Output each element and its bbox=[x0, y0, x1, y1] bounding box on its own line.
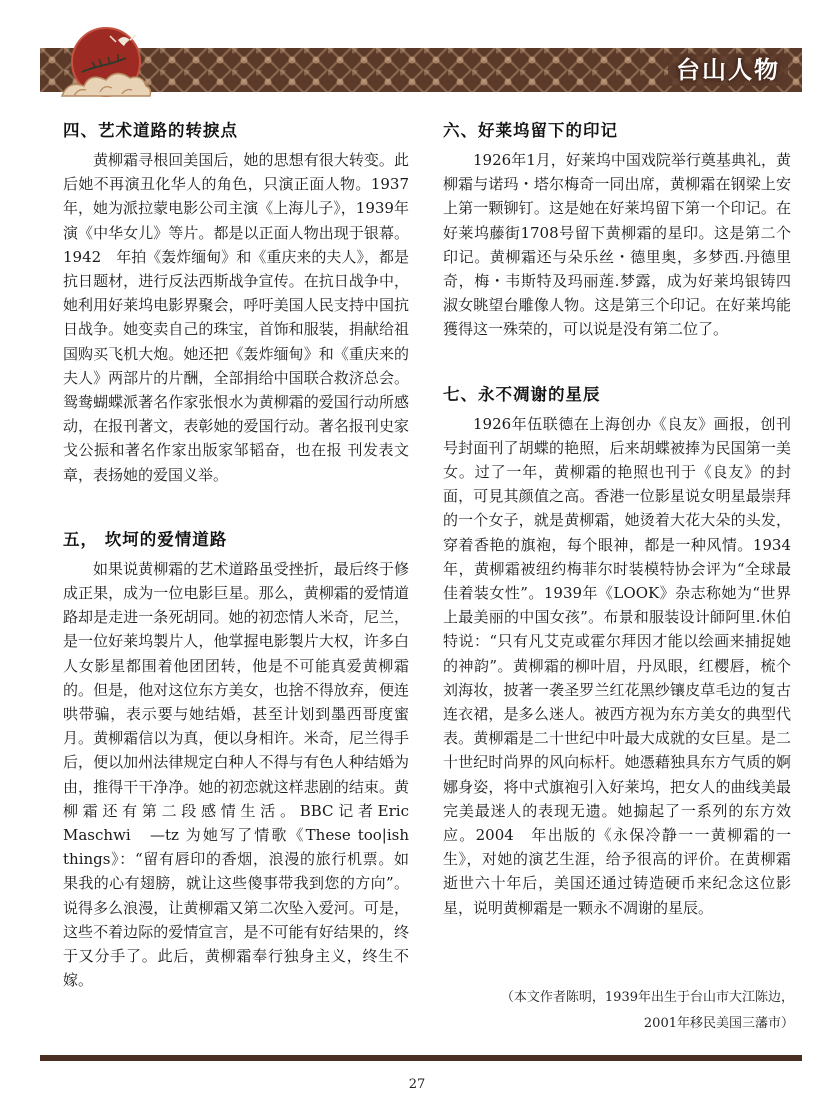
section-7-heading: 七、永不凋谢的星辰 bbox=[443, 384, 601, 404]
section-4-paragraph: 黄柳霜寻根回美国后，她的思想有很大转变。此后她不再演丑化华人的角色，只演正面人物。1937年，她为派拉蒙电影公司主演《上海儿子》，1939年演《中华女儿》等片。都是以正面人物出现于银幕。1942 年拍《轰炸缅甸》和《重庆来的夫人》，都是抗日题材，进行反法西斯战争宣传。在抗日战争中，她利用好莱坞电影界聚会，呼吁美国人民支持中国抗日战争。她变卖自己的珠宝，首饰和服装，捐献给祖国购买飞机大炮。她还把《轰炸缅甸》和《重庆来的夫人》两部片的片酬，全部捐给中国联合救济总会。鸳鸯蝴蝶派著名作家张恨水为黄柳霜的爱国行动所感动，在报刊著文，表彰她的爱国行动。著名报刊史家戈公振和著名作家出版家邹韬奋，也在报 刊发表文章，表扬她的爱国义举。 bbox=[63, 151, 409, 484]
section-5-paragraph: 如果说黄柳霜的艺术道路虽受挫折，最后终于修成正果，成为一位电影巨星。那么，黄柳霜的爱情道路却是走进一条死胡同。她的初恋情人米奇，尼兰，是一位好莱坞製片人，他掌握电影製片大权，许多白人女影星都围着他团团转，他是不可能真爱黄柳霜的。但是，他对这位东方美女，也捨不得放弃，便连哄带骗，表示要与她结婚，甚至计划到墨西哥度蜜月。黄柳霜信以为真，便以身相许。米奇，尼兰得手后，便以加州法律规定白种人不得与有色人种结婚为由，推得干干净净。她的初恋就这样悲剧的结束。黄柳霜还有第二段感情生活。BBC记者Eric Maschwi —tz 为她写了情歌《These too|ish things》：“留有唇印的香烟，浪漫的旅行机票。如果我的心有翅膀，就让这些傻事带我到您的方向”。说得多么浪漫，让黄柳霜又第二次坠入爱河。可是，这些不着边际的爱情宣言，是不可能有好结果的，终于又分手了。此后，黄柳霜奉行独身主义，终生不嫁。 bbox=[63, 559, 409, 990]
section-7-paragraph: 1926年伍联德在上海创办《良友》画报，创刊号封面刊了胡蝶的艳照，后来胡蝶被捧为民国第一美女。过了一年，黄柳霜的艳照也刊于《良友》的封面，可見其颜值之高。香港一位影星说女明星最崇拜的一个女子，就是黄柳霜，她烫着大花大朵的头发，穿着香艳的旗袍，每个眼神，都是一种风情。1934年，黄柳霜被纽约梅菲尔时装模特协会评为“全球最佳着装女性”。1939年《LOOK》杂志称她为“世界上最美丽的中国女孩”。布景和服装设计師阿里.休伯特说：“只有凡艾克或霍尔拜因才能以绘画来捕捉她的神韵”。黄柳霜的柳叶眉，丹凤眼，红樱唇，梳个刘海妆，披著一袭圣罗兰红花黑纱镶皮草毛边的复古连衣裙，是多么迷人。被西方视为东方美女的典型代表。黄柳霜是二十世纪中叶最大成就的女巨星。是二十世纪时尚界的风向标杆。她憑藉独具东方气质的婀娜身姿，将中式旗袍引入好莱坞，把女人的曲线美最完美最迷人的表现无遗。她搧起了一系列的东方效应。2004 年出版的《永保冷静一一黄柳霜的一生》，对她的演艺生涯，给予很高的评价。在黄柳霜逝世六十年后，美国还通过铸造硬币来纪念这位影星，说明黄柳霜是一颗永不凋谢的星辰。 bbox=[443, 414, 791, 917]
section-6-paragraph: 1926年1月，好莱坞中国戏院举行奠基典礼，黄柳霜与诺玛・塔尔梅奇一同出席，黄柳霜在钢梁上安上第一颗铆钉。这是她在好莱坞留下第一个印记。在好莱坞藤街1708号留下黄柳霜的星印。这是第二个印记。黄柳霜还与朵乐丝・德里奥，多梦西.丹德里奇，梅・韦斯特及玛丽莲.梦露，成为好莱坞银铸四淑女眺望台雕像人物。这是第三个印记。在好莱坞能獲得这一殊荣的，可以说是没有第二位了。 bbox=[443, 151, 791, 339]
footer-rule bbox=[40, 1055, 802, 1061]
right-column bbox=[443, 118, 791, 920]
section-4-heading: 四、艺术道路的转捩点 bbox=[63, 121, 238, 140]
cloud-bird-emblem-icon bbox=[56, 22, 160, 114]
section-6-heading: 六、好莱坞留下的印记 bbox=[443, 121, 618, 140]
section-5-heading: 五， 坎坷的爱情道路 bbox=[63, 529, 228, 549]
page-number: 27 bbox=[408, 1077, 426, 1092]
author-credit-line-2: 2001年移民美国三藩市） bbox=[643, 1016, 794, 1031]
author-credit-line-1: （本文作者陈明，1939年出生于台山市大江陈边， bbox=[500, 990, 794, 1005]
author-credit bbox=[434, 985, 794, 1037]
left-column bbox=[63, 118, 409, 993]
section-title: 台山人物 bbox=[668, 54, 788, 86]
